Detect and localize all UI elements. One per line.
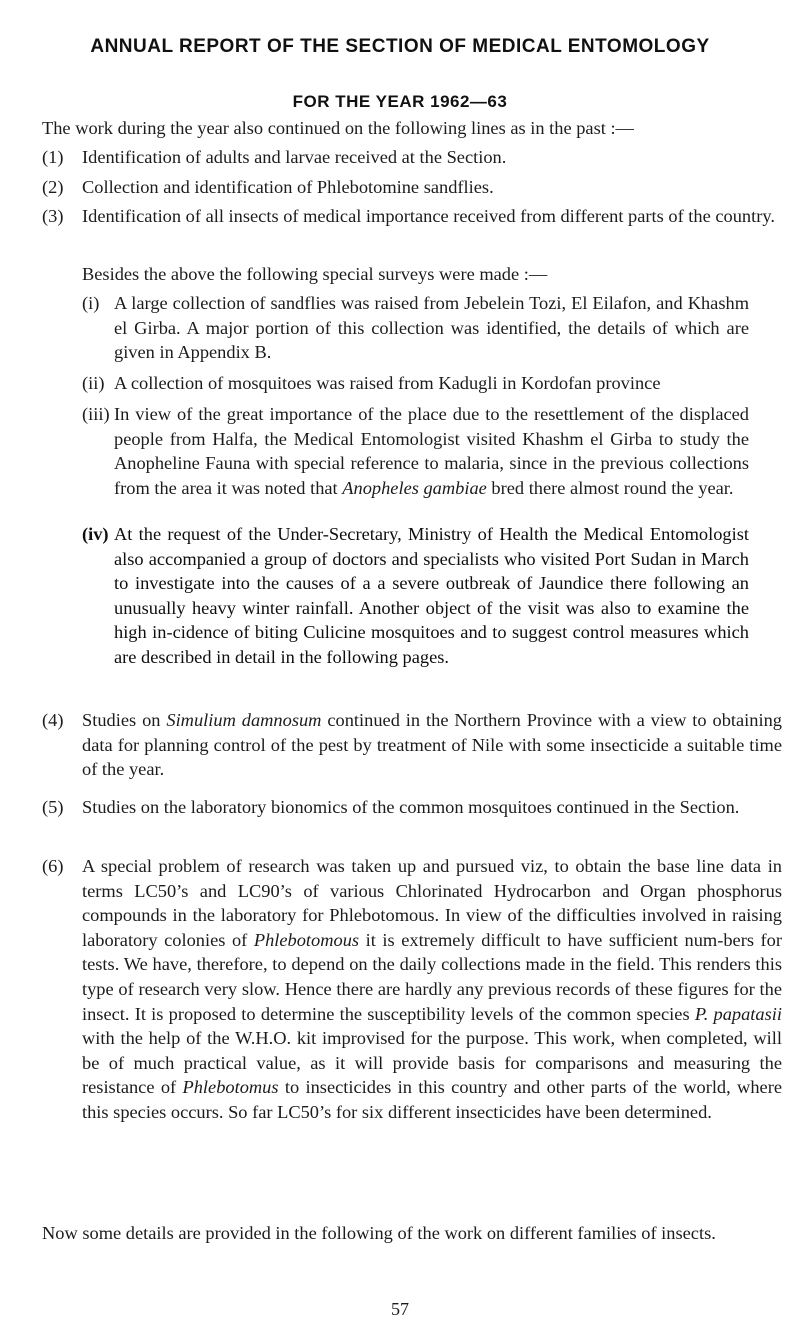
item-text xyxy=(82,708,782,782)
species-name: Simulium damnosum xyxy=(166,710,322,730)
species-name: Anopheles gambiae xyxy=(342,477,487,498)
item-number: (4) xyxy=(42,710,64,730)
besides-paragraph: Besides the above the following special surveys were made :— xyxy=(82,264,548,284)
item-text-part: with the help of the W.H.O. kit improvised for the purpose. This work, when completed, will be of much practical value, as it will provide basis for comparisons and measuring the resistance of xyxy=(82,1028,782,1098)
survey-number: (iii) xyxy=(82,404,110,424)
item-number: (3) xyxy=(42,206,64,226)
item-number: (6) xyxy=(42,856,64,876)
item-text: Identification of adults and larvae received at the Section. xyxy=(82,147,507,167)
item-text-part: to insecticides in this country and other parts of the world, where this species occurs. So far LC50’s for six different insecticides have been determined. xyxy=(82,1077,782,1122)
species-name: Phlebotomus xyxy=(182,1077,279,1098)
item-number: (2) xyxy=(42,177,64,197)
survey-text: A large collection of sandflies was raised from Jebelein Tozi, El Eilafon, and Khashm el Girba. A major portion of this collection was identified, the details of which are given in Appendix B. xyxy=(114,293,749,363)
item-text-part: A special problem of research was taken up and pursued viz, to obtain the base line data in terms LC50’s and LC90’s of various Chlorinated Hydrocarbon and Organ phosphorus compounds in the laboratory for Phlebotomous. In view of the difficulties involved in raising laboratory colonies of xyxy=(82,856,782,950)
survey-text xyxy=(114,402,749,500)
item-text: Studies on the laboratory bionomics of the common mosquitoes continued in the Section. xyxy=(82,797,740,817)
survey-text-part: In view of the great importance of the place due to the resettlement of the displaced people from Halfa, the Medical Entomologist visited Khashm el Girba to study the Anopheline Fauna with special reference to malaria, since in the previous collections from the area it was noted that xyxy=(114,404,749,498)
item-number: (5) xyxy=(42,797,64,817)
survey-number: (ii) xyxy=(82,373,105,393)
item-text-part: Studies on xyxy=(82,710,167,730)
intro-paragraph: The work during the year also continued on the following lines as in the past :— xyxy=(42,118,634,138)
species-name: P. papatasii xyxy=(694,1003,782,1024)
survey-text: At the request of the Under-Secretary, Ministry of Health the Medical Entomologist also accompanied a group of doctors and specialists who visited Port Sudan in March to investigate into the causes of a a severe outbreak of Jaundice there following an unusually heavy winter rainfall. Another object of the visit was also to examine the high in-cidence of biting Culicine mosquitoes and to suggest control measures which are described in detail in the following pages. xyxy=(114,524,749,667)
item-text xyxy=(82,854,782,1125)
item-text: Identification of all insects of medical importance received from different parts of the country. xyxy=(82,206,775,226)
report-subtitle: FOR THE YEAR 1962—63 xyxy=(292,92,508,111)
closing-paragraph: Now some details are provided in the following of the work on different families of insects. xyxy=(42,1223,716,1243)
survey-number: (i) xyxy=(82,293,100,313)
item-text-part: continued in the Northern Province with a view to obtaining data for planning control of the pest by treatment of Nile with some insecticide a suitable time of the year. xyxy=(82,710,782,780)
survey-text: A collection of mosquitoes was raised from Kadugli in Kordofan province xyxy=(114,373,661,393)
item-text-part: it is extremely difficult to have sufficient num-bers for tests. We have, therefore, to depend on the daily collections made in the field. This renders this type of research very slow. Hence there are hardly any previous records of these figures for the insect. It is proposed to determine the susceptibility levels of the common species xyxy=(82,929,782,1024)
survey-number: (iv) xyxy=(82,524,109,544)
species-name: Phlebotomous xyxy=(253,929,360,950)
item-text: Collection and identification of Phlebotomine sandflies. xyxy=(82,177,494,197)
item-number: (1) xyxy=(42,147,64,167)
survey-text-part: bred there almost round the year. xyxy=(486,477,734,498)
report-title: ANNUAL REPORT OF THE SECTION OF MEDICAL ENTOMOLOGY xyxy=(90,36,710,57)
page-number: 57 xyxy=(391,1299,409,1319)
